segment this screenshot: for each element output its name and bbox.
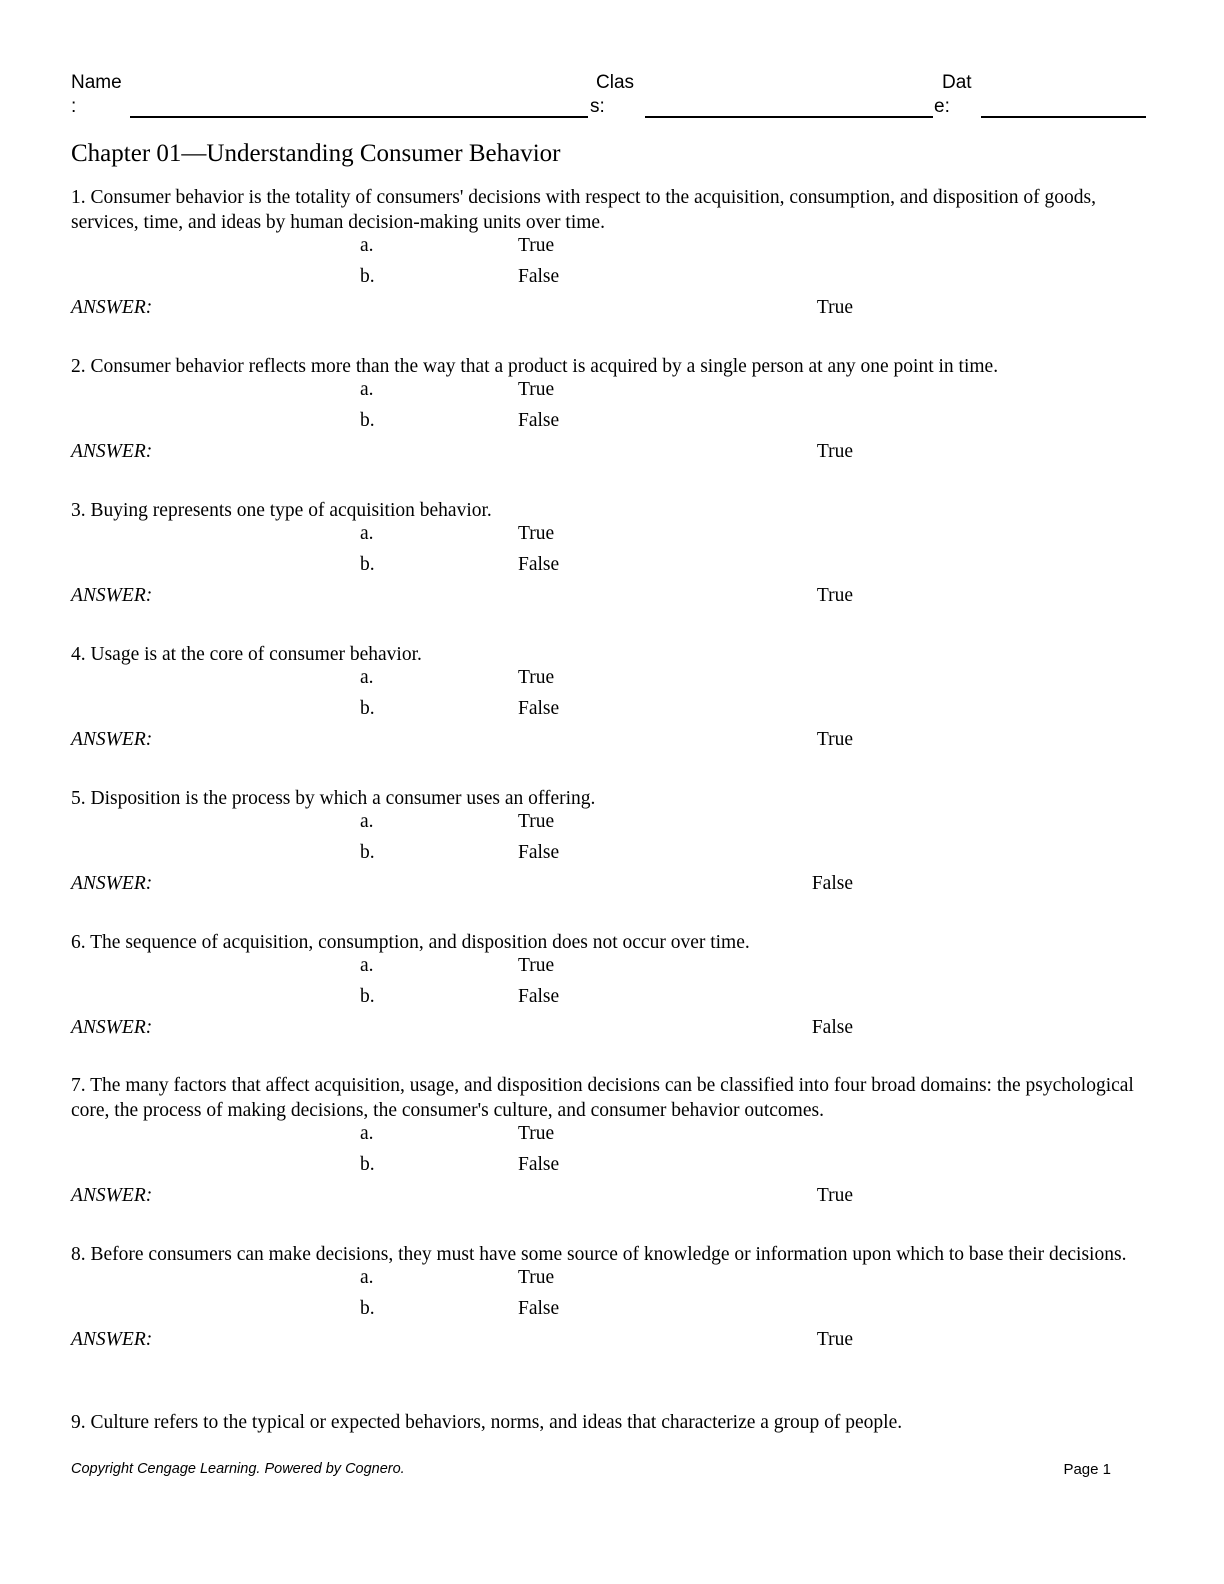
footer-copyright: Copyright Cengage Learning. Powered by Cognero. (71, 1461, 405, 1477)
answer-row (71, 441, 1151, 471)
option-letter: a. (360, 1267, 374, 1288)
option-text: True (518, 523, 555, 544)
class-field[interactable] (645, 116, 933, 118)
option-text: True (518, 235, 555, 256)
option-b (71, 698, 1151, 729)
option-letter: a. (360, 523, 374, 544)
option-text: True (518, 811, 555, 832)
question-text: 1. Consumer behavior is the totality of consumers' decisions with respect to the acquisition, consumption, and disposition of goods, services, time, and ideas by human decision-making units over time. (71, 187, 1096, 233)
option-text: False (518, 554, 560, 575)
answer-value: False (811, 1017, 853, 1038)
answer-value: False (811, 873, 853, 894)
option-text: True (518, 379, 555, 400)
question-text: 5. Disposition is the process by which a consumer uses an offering. (71, 788, 596, 809)
option-text: False (518, 410, 560, 431)
option-b (71, 842, 1151, 873)
date-label: Dat (942, 72, 972, 93)
question-8 (71, 1242, 1151, 1359)
page-number: Page 1 (1063, 1461, 1111, 1478)
question-1 (71, 185, 1151, 327)
option-letter: b. (360, 410, 375, 431)
option-letter: a. (360, 811, 374, 832)
answer-value: True (816, 729, 853, 750)
option-a (71, 1123, 1151, 1154)
answer-value: True (816, 441, 853, 462)
answer-value: True (816, 297, 853, 318)
option-letter: a. (360, 1123, 374, 1144)
question-text: 2. Consumer behavior reflects more than the way that a product is acquired by a single person at any one point in time. (71, 356, 999, 377)
answer-label: ANSWER: (71, 729, 153, 750)
question-9 (71, 1410, 1151, 1435)
question-7 (71, 1073, 1151, 1215)
question-text: 6. The sequence of acquisition, consumption, and disposition does not occur over time. (71, 932, 750, 953)
answer-value: True (816, 1185, 853, 1206)
question-text: 7. The many factors that affect acquisition, usage, and disposition decisions can be classified into four broad domains: the psychological core, the process of making decisions, the consumer's culture, and consumer behavior outcomes. (71, 1075, 1134, 1121)
question-text: 3. Buying represents one type of acquisition behavior. (71, 500, 492, 521)
question-3 (71, 498, 1151, 615)
option-letter: a. (360, 667, 374, 688)
option-b (71, 1154, 1151, 1185)
option-b (71, 554, 1151, 585)
answer-row (71, 297, 1151, 327)
date-field[interactable] (981, 116, 1146, 118)
question-5 (71, 786, 1151, 903)
option-text: False (518, 986, 560, 1007)
answer-row (71, 1185, 1151, 1215)
option-text: True (518, 667, 555, 688)
option-letter: a. (360, 235, 374, 256)
question-2 (71, 354, 1151, 471)
option-letter: a. (360, 379, 374, 400)
answer-label: ANSWER: (71, 585, 153, 606)
answer-value: True (816, 1329, 853, 1350)
option-a (71, 667, 1151, 698)
answer-row (71, 729, 1151, 759)
option-b (71, 986, 1151, 1017)
option-letter: b. (360, 698, 375, 719)
name-label: Name (71, 72, 122, 93)
answer-label: ANSWER: (71, 873, 153, 894)
answer-row (71, 585, 1151, 615)
option-text: True (518, 955, 555, 976)
page-title: Chapter 01—Understanding Consumer Behavior (71, 140, 561, 167)
answer-label: ANSWER: (71, 1185, 153, 1206)
answer-label: ANSWER: (71, 1017, 153, 1038)
option-letter: b. (360, 1298, 375, 1319)
option-b (71, 266, 1151, 297)
answer-value: True (816, 585, 853, 606)
question-6 (71, 930, 1151, 1047)
class-label: Clas (596, 72, 635, 93)
option-text: False (518, 266, 560, 287)
question-text: 4. Usage is at the core of consumer behavior. (71, 644, 422, 665)
answer-row (71, 1329, 1151, 1359)
answer-label: ANSWER: (71, 441, 153, 462)
option-b (71, 1298, 1151, 1329)
option-letter: b. (360, 554, 375, 575)
answer-label: ANSWER: (71, 1329, 153, 1350)
option-letter: b. (360, 1154, 375, 1175)
name-field[interactable] (130, 116, 588, 118)
answer-label: ANSWER: (71, 297, 153, 318)
option-a (71, 523, 1151, 554)
question-text: 8. Before consumers can make decisions, they must have some source of knowledge or information upon which to base their decisions. (71, 1244, 1127, 1265)
class-label-suffix: s: (590, 96, 605, 117)
question-4 (71, 642, 1151, 759)
option-letter: b. (360, 842, 375, 863)
question-text: 9. Culture refers to the typical or expected behaviors, norms, and ideas that characterize a group of people. (71, 1412, 903, 1433)
answer-row (71, 1017, 1151, 1047)
option-text: False (518, 1154, 560, 1175)
option-a (71, 955, 1151, 986)
answer-row (71, 873, 1151, 903)
option-text: False (518, 1298, 560, 1319)
name-label-colon: : (71, 96, 77, 117)
option-b (71, 410, 1151, 441)
option-a (71, 379, 1151, 410)
option-a (71, 811, 1151, 842)
option-text: False (518, 698, 560, 719)
option-letter: b. (360, 266, 375, 287)
option-text: False (518, 842, 560, 863)
option-text: True (518, 1123, 555, 1144)
option-a (71, 1267, 1151, 1298)
option-letter: b. (360, 986, 375, 1007)
option-a (71, 235, 1151, 266)
option-letter: a. (360, 955, 374, 976)
date-label-suffix: e: (934, 96, 950, 117)
option-text: True (518, 1267, 555, 1288)
